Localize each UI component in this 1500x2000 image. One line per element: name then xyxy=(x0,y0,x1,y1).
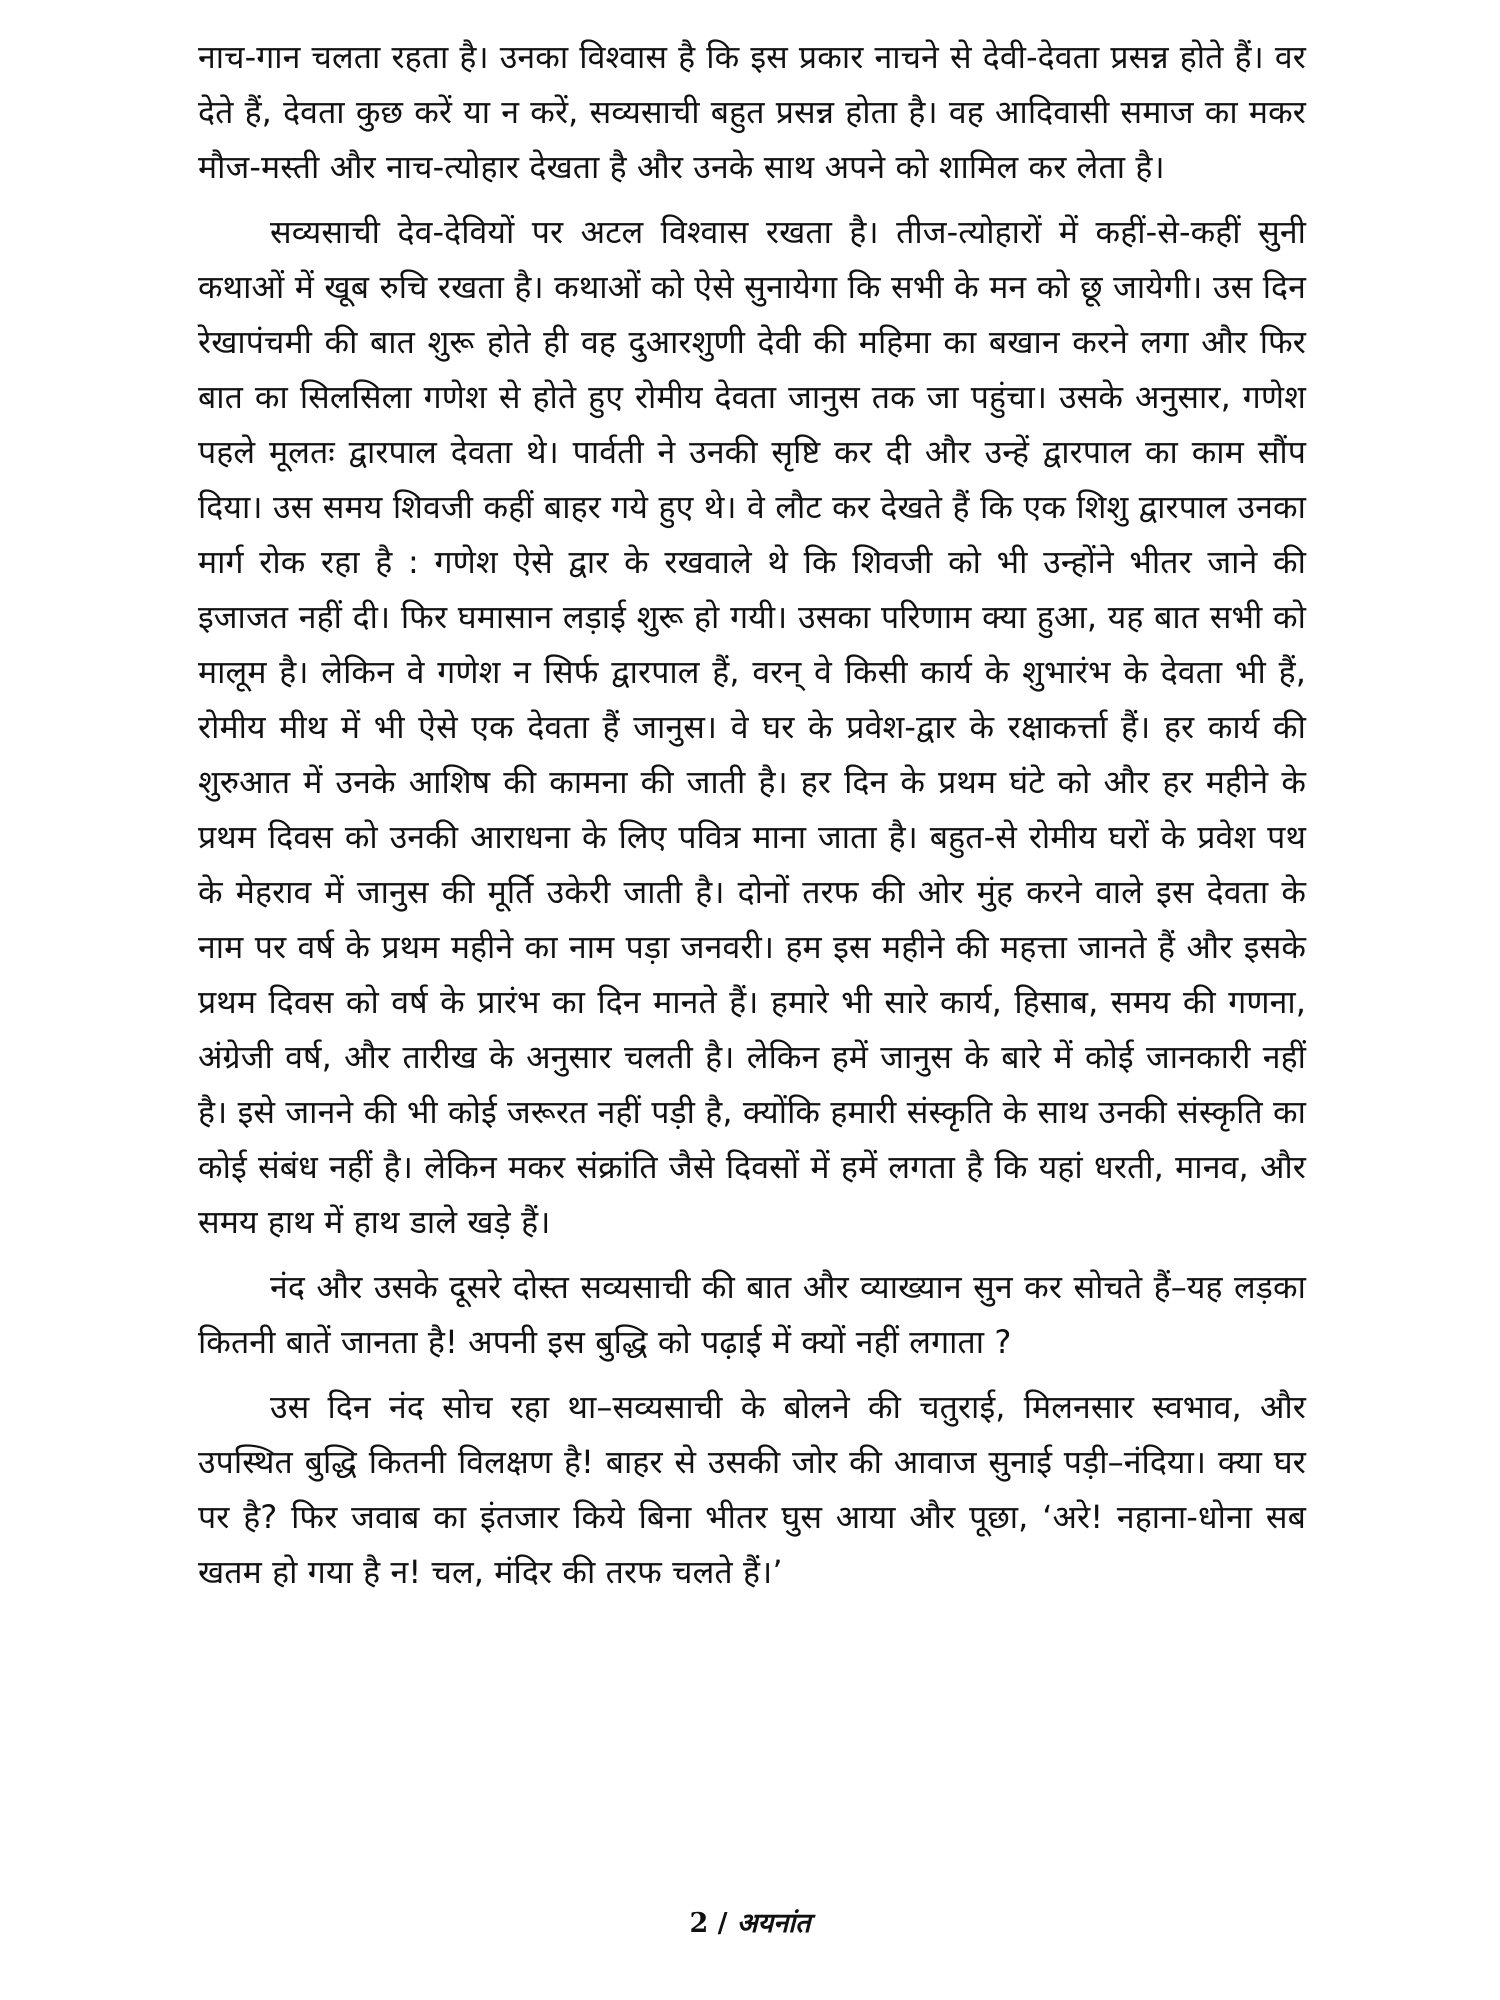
paragraph-1: नाच-गान चलता रहता है। उनका विश्वास है कि इस प्रकार नाचने से देवी-देवता प्रसन्न होते हैं। वर देते हैं, देवता कुछ करें या न करें, सव्यसाची बहुत प्रसन्न होता है। वह आदिवासी समाज का मकर मौज-मस्ती और नाच-त्योहार देखता है और उनके साथ अपने को शामिल कर लेता है। xyxy=(198,38,1306,186)
paragraph-2: सव्यसाची देव-देवियों पर अटल विश्वास रखता है। तीज-त्योहारों में कहीं-से-कहीं सुनी कथाओं में खूब रुचि रखता है। कथाओं को ऐसे सुनायेगा कि सभी के मन को छू जायेगी। उस दिन रेखापंचमी की बात शुरू होते ही वह दुआरशुणी देवी की महिमा का बखान करने लगा और फिर बात का सिलसिला गणेश से होते हुए रोमीय देवता जानुस तक जा पहुंचा। उसके अनुसार, गणेश पहले मूलतः द्वारपाल देवता थे। पार्वती ने उनकी सृष्टि कर दी और उन्हें द्वारपाल का काम सौंप दिया। उस समय शिवजी कहीं बाहर गये हुए थे। वे लौट कर देखते हैं कि एक शिशु द्वारपाल उनका मार्ग रोक रहा है : गणेश ऐसे द्वार के रखवाले थे कि शिवजी को भी उन्होंने भीतर जाने की इजाजत नहीं दी। फिर घमासान लड़ाई शुरू हो गयी। उसका परिणाम क्या हुआ, यह बात सभी को मालूम है। लेकिन वे गणेश न सिर्फ द्वारपाल हैं, वरन् वे किसी कार्य के शुभारंभ के देवता भी हैं, रोमीय मीथ में भी ऐसे एक देवता हैं जानुस। वे घर के प्रवेश-द्वार के रक्षाकर्त्ता हैं। हर कार्य की शुरुआत में उनके आशिष की कामना की जाती है। हर दिन के प्रथम घंटे को और हर महीने के प्रथम दिवस को उनकी आराधना के लिए पवित्र माना जाता है। बहुत-से रोमीय घरों के प्रवेश पथ के मेहराव में जानुस की मूर्ति उकेरी जाती है। दोनों तरफ की ओर मुंह करने वाले इस देवता के नाम पर वर्ष के प्रथम महीने का नाम पड़ा जनवरी। हम इस महीने की महत्ता जानते हैं और इसके प्रथम दिवस को वर्ष के प्रारंभ का दिन मानते हैं। हमारे भी सारे कार्य, हिसाब, समय की गणना, अंग्रेजी वर्ष, और तारीख के अनुसार चलती है। लेकिन हमें जानुस के बारे में कोई जानकारी नहीं है। इसे जानने की भी कोई जरूरत नहीं पड़ी है, क्योंकि हमारी संस्कृति के साथ उनकी संस्कृति का कोई संबंध नहीं है। लेकिन मकर संक्रांति जैसे दिवसों में हमें लगता है कि यहां धरती, मानव, और समय हाथ में हाथ डाले खड़े हैं। xyxy=(198,213,1306,1241)
page-footer xyxy=(0,1903,1500,1940)
footer-separator: / xyxy=(708,1908,737,1939)
book-title: अयनांत xyxy=(736,1908,811,1939)
document-page xyxy=(198,30,1306,1910)
paragraph-4: उस दिन नंद सोच रहा था–सव्यसाची के बोलने की चतुराई, मिलनसार स्वभाव, और उपस्थित बुद्धि कितनी विलक्षण है! बाहर से उसकी जोर की आवाज सुनाई पड़ी–नंदिया। क्या घर पर है? फिर जवाब का इंतजार किये बिना भीतर घुस आया और पूछा, ‘अरे! नहाना-धोना सब खतम हो गया है न! चल, मंदिर की तरफ चलते हैं।’ xyxy=(198,1388,1306,1591)
paragraph-3: नंद और उसके दूसरे दोस्त सव्यसाची की बात और व्याख्यान सुन कर सोचते हैं–यह लड़का कितनी बातें जानता है! अपनी इस बुद्धि को पढ़ाई में क्यों नहीं लगाता ? xyxy=(198,1268,1306,1361)
page-number: 2 xyxy=(689,1908,709,1939)
